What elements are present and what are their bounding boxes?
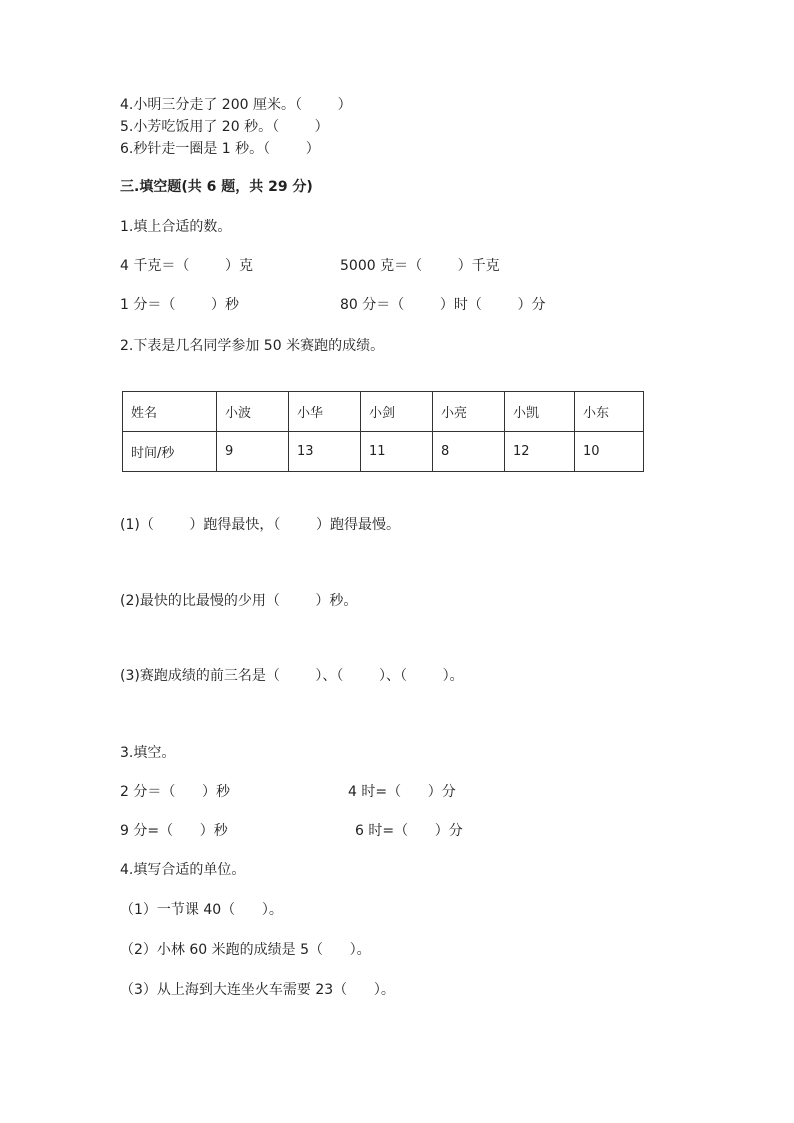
q4-item-3: （3）从上海到大连坐火车需要 23（ ）。 — [120, 982, 395, 998]
table-cell: 小凯 — [505, 392, 575, 432]
q3-row2-left: 9 分=（ ）秒 — [120, 823, 228, 839]
judge-item-5: 5.小芳吃饭用了 20 秒。（ ） — [120, 119, 329, 135]
table-row — [123, 432, 644, 472]
q3-title: 3.填空。 — [120, 745, 176, 761]
q1-row2-left: 1 分＝（ ）秒 — [120, 297, 239, 313]
q1-row1-right: 5000 克＝（ ）千克 — [340, 258, 500, 274]
table-cell: 小波 — [217, 392, 289, 432]
table-cell: 9 — [217, 432, 289, 472]
judge-item-4: 4.小明三分走了 200 厘米。（ ） — [120, 97, 352, 113]
q1-row1-left: 4 千克＝（ ）克 — [120, 258, 253, 274]
q2-sub2: (2)最快的比最慢的少用（ ）秒。 — [120, 593, 358, 609]
table-cell: 姓名 — [123, 392, 217, 432]
q2-sub1: (1)（ ）跑得最快，（ ）跑得最慢。 — [120, 517, 401, 533]
table-cell: 10 — [575, 432, 644, 472]
q4-title: 4.填写合适的单位。 — [120, 862, 246, 878]
table-cell: 小剑 — [361, 392, 433, 432]
q3-row2-right: 6 时=（ ）分 — [355, 823, 463, 839]
table-cell: 时间/秒 — [123, 432, 217, 472]
table-cell: 8 — [433, 432, 505, 472]
table-cell: 11 — [361, 432, 433, 472]
q1-title: 1.填上合适的数。 — [120, 219, 232, 235]
table-cell: 小华 — [289, 392, 361, 432]
section-heading: 三.填空题(共 6 题，共 29 分) — [120, 179, 313, 195]
q4-item-1: （1）一节课 40（ ）。 — [120, 902, 283, 918]
q1-row2-right: 80 分＝（ ）时（ ）分 — [340, 297, 546, 313]
race-results-table — [122, 391, 644, 472]
table-cell: 13 — [289, 432, 361, 472]
q4-item-2: （2）小林 60 米跑的成绩是 5（ ）。 — [120, 942, 371, 958]
table-cell: 小亮 — [433, 392, 505, 432]
table-header-row — [123, 392, 644, 432]
q3-row1-left: 2 分＝（ ）秒 — [120, 784, 231, 800]
q2-sub3: (3)赛跑成绩的前三名是（ ）、（ ）、（ ）。 — [120, 668, 464, 684]
table-cell: 小东 — [575, 392, 644, 432]
q2-title: 2.下表是几名同学参加 50 米赛跑的成绩。 — [120, 338, 385, 354]
q3-row1-right: 4 时=（ ）分 — [348, 784, 456, 800]
judge-item-6: 6.秒针走一圈是 1 秒。（ ） — [120, 141, 320, 157]
table-cell: 12 — [505, 432, 575, 472]
